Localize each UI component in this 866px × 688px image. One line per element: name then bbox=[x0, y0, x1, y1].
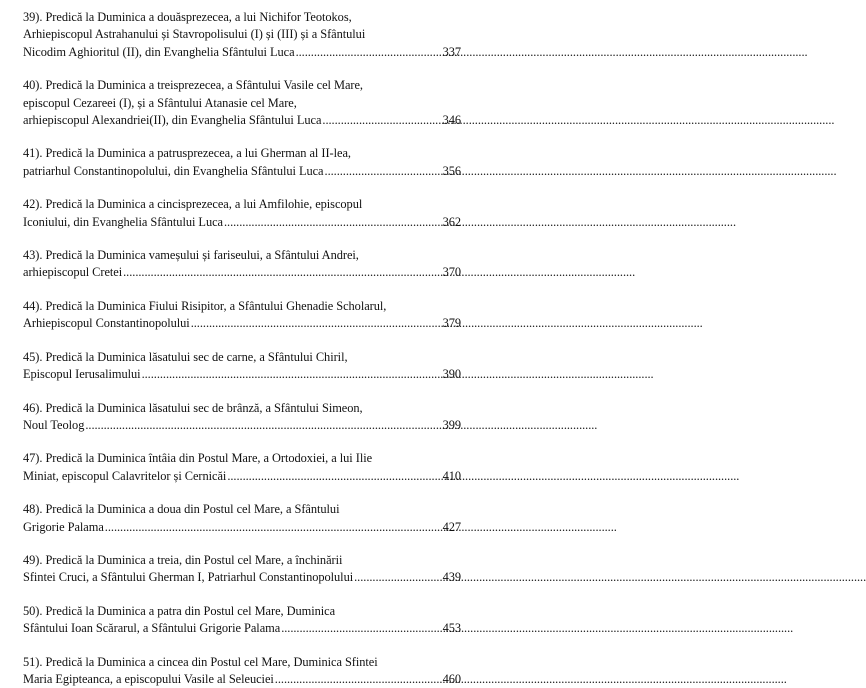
toc-entry-text: 45). Predică la Duminica lăsatului sec de carne, a Sfântului Chiril, bbox=[23, 349, 348, 364]
toc-entry-last-line bbox=[23, 468, 461, 485]
page-number: 460 bbox=[442, 671, 461, 686]
page-number: 453 bbox=[442, 621, 461, 636]
page-number: 362 bbox=[442, 214, 461, 229]
toc-entry-last-line bbox=[23, 519, 461, 536]
toc-entry-text: Arhiepiscopul Constantinopolului bbox=[23, 316, 190, 331]
toc-entry-text: Noul Teolog bbox=[23, 417, 85, 432]
dot-leader bbox=[224, 214, 442, 231]
toc-entry-line bbox=[23, 26, 461, 43]
toc-entry-last-line bbox=[23, 315, 461, 332]
toc-entry-text: 51). Predică la Duminica a cincea din Postul cel Mare, Duminica Sfintei bbox=[23, 654, 378, 669]
dot-leader bbox=[227, 468, 441, 485]
toc-entry-line bbox=[23, 95, 461, 112]
toc-entry-text: arhiepiscopul Cretei bbox=[23, 265, 123, 280]
toc-entry-text: 48). Predică la Duminica a doua din Postul cel Mare, a Sfântului bbox=[23, 502, 340, 517]
dot-leader bbox=[85, 417, 441, 434]
toc-entry-last-line bbox=[23, 112, 461, 129]
page-number: 439 bbox=[442, 570, 461, 585]
toc-entry-text: 44). Predică la Duminica Fiului Risipitor, a Sfântului Ghenadie Scholarul, bbox=[23, 298, 387, 313]
dot-leader bbox=[275, 671, 442, 688]
toc-entry bbox=[23, 349, 461, 384]
dot-leader bbox=[325, 163, 442, 180]
table-of-contents bbox=[23, 9, 461, 688]
dot-leader bbox=[105, 519, 442, 536]
toc-entry-line bbox=[23, 145, 461, 162]
toc-entry bbox=[23, 603, 461, 638]
toc-entry bbox=[23, 298, 461, 333]
page-number: 390 bbox=[442, 367, 461, 382]
toc-entry bbox=[23, 654, 461, 688]
toc-entry-text: Nicodim Aghioritul (II), din Evanghelia Sfântului Luca bbox=[23, 44, 295, 59]
toc-entry-line bbox=[23, 603, 461, 620]
toc-entry-text: 50). Predică la Duminica a patra din Postul cel Mare, Duminica bbox=[23, 603, 336, 618]
page-number: 356 bbox=[442, 163, 461, 178]
toc-entry bbox=[23, 501, 461, 536]
page-number: 370 bbox=[442, 265, 461, 280]
toc-entry-text: Sfintei Cruci, a Sfântului Gherman I, Patriarhul Constantinopolului bbox=[23, 570, 354, 585]
page-number: 427 bbox=[442, 519, 461, 534]
toc-entry-text: 42). Predică la Duminica a cincisprezecea, a lui Amfilohie, episcopul bbox=[23, 197, 363, 212]
toc-entry-last-line bbox=[23, 214, 461, 231]
toc-entry-last-line bbox=[23, 671, 461, 688]
toc-entry-text: patriarhul Constantinopolului, din Evanghelia Sfântului Luca bbox=[23, 163, 324, 178]
dot-leader bbox=[142, 366, 442, 383]
toc-entry-text: Grigorie Palama bbox=[23, 519, 104, 534]
dot-leader bbox=[123, 264, 441, 281]
toc-entry-text: 46). Predică la Duminica lăsatului sec de brânză, a Sfântului Simeon, bbox=[23, 400, 363, 415]
toc-entry-text: 41). Predică la Duminica a patrusprezecea, a lui Gherman al II-lea, bbox=[23, 146, 351, 161]
toc-entry-line bbox=[23, 77, 461, 94]
toc-entry bbox=[23, 247, 461, 282]
toc-entry-line bbox=[23, 298, 461, 315]
toc-entry-text: Episcopul Ierusalimului bbox=[23, 367, 141, 382]
toc-entry-text: 43). Predică la Duminica vameșului și fariseului, a Sfântului Andrei, bbox=[23, 248, 359, 263]
toc-entry-last-line bbox=[23, 44, 461, 61]
page-number: 410 bbox=[442, 468, 461, 483]
toc-entry-line bbox=[23, 501, 461, 518]
toc-entry bbox=[23, 400, 461, 435]
dot-leader bbox=[296, 44, 442, 61]
page-number: 337 bbox=[442, 44, 461, 59]
toc-entry bbox=[23, 77, 461, 129]
toc-entry-line bbox=[23, 349, 461, 366]
toc-entry-text: Sfântului Ioan Scărarul, a Sfântului Grigorie Palama bbox=[23, 621, 281, 636]
toc-entry-last-line bbox=[23, 569, 461, 586]
toc-entry-text: episcopul Cezareei (I), și a Sfântului Atanasie cel Mare, bbox=[23, 95, 297, 110]
toc-entry bbox=[23, 9, 461, 61]
toc-entry-text: Maria Egipteanca, a episcopului Vasile al Seleuciei bbox=[23, 671, 274, 686]
toc-entry-text: 39). Predică la Duminica a douăsprezecea, a lui Nichifor Teotokos, bbox=[23, 10, 352, 24]
toc-entry-line bbox=[23, 450, 461, 467]
toc-entry-text: 49). Predică la Duminica a treia, din Postul cel Mare, a închinării bbox=[23, 552, 343, 567]
toc-entry-line bbox=[23, 196, 461, 213]
toc-entry-line bbox=[23, 552, 461, 569]
toc-entry-line bbox=[23, 9, 461, 26]
toc-entry-last-line bbox=[23, 366, 461, 383]
toc-entry-text: arhiepiscopul Alexandriei(II), din Evanghelia Sfântului Luca bbox=[23, 113, 322, 128]
toc-entry bbox=[23, 450, 461, 485]
toc-entry-line bbox=[23, 247, 461, 264]
dot-leader bbox=[191, 315, 442, 332]
toc-entry-line bbox=[23, 400, 461, 417]
toc-entry-text: Arhiepiscopul Astrahanului și Stavropolisului (I) și (III) și a Sfântului bbox=[23, 27, 366, 42]
toc-entry-text: 47). Predică la Duminica întâia din Postul Mare, a Ortodoxiei, a lui Ilie bbox=[23, 451, 373, 466]
toc-entry-text: 40). Predică la Duminica a treisprezecea, a Sfântului Vasile cel Mare, bbox=[23, 78, 363, 93]
toc-entry-last-line bbox=[23, 417, 461, 434]
page-number: 346 bbox=[442, 113, 461, 128]
toc-entry-text: Iconiului, din Evanghelia Sfântului Luca bbox=[23, 214, 223, 229]
toc-entry-line bbox=[23, 654, 461, 671]
dot-leader bbox=[354, 569, 441, 586]
toc-entry bbox=[23, 196, 461, 231]
toc-entry-last-line bbox=[23, 620, 461, 637]
toc-entry bbox=[23, 145, 461, 180]
dot-leader bbox=[322, 112, 441, 129]
toc-entry bbox=[23, 552, 461, 587]
toc-entry-last-line bbox=[23, 163, 461, 180]
dot-leader bbox=[281, 620, 441, 637]
page-number: 379 bbox=[442, 316, 461, 331]
toc-entry-text: Miniat, episcopul Calavritelor și Cernicăi bbox=[23, 468, 227, 483]
page-number: 399 bbox=[442, 417, 461, 432]
toc-entry-last-line bbox=[23, 264, 461, 281]
